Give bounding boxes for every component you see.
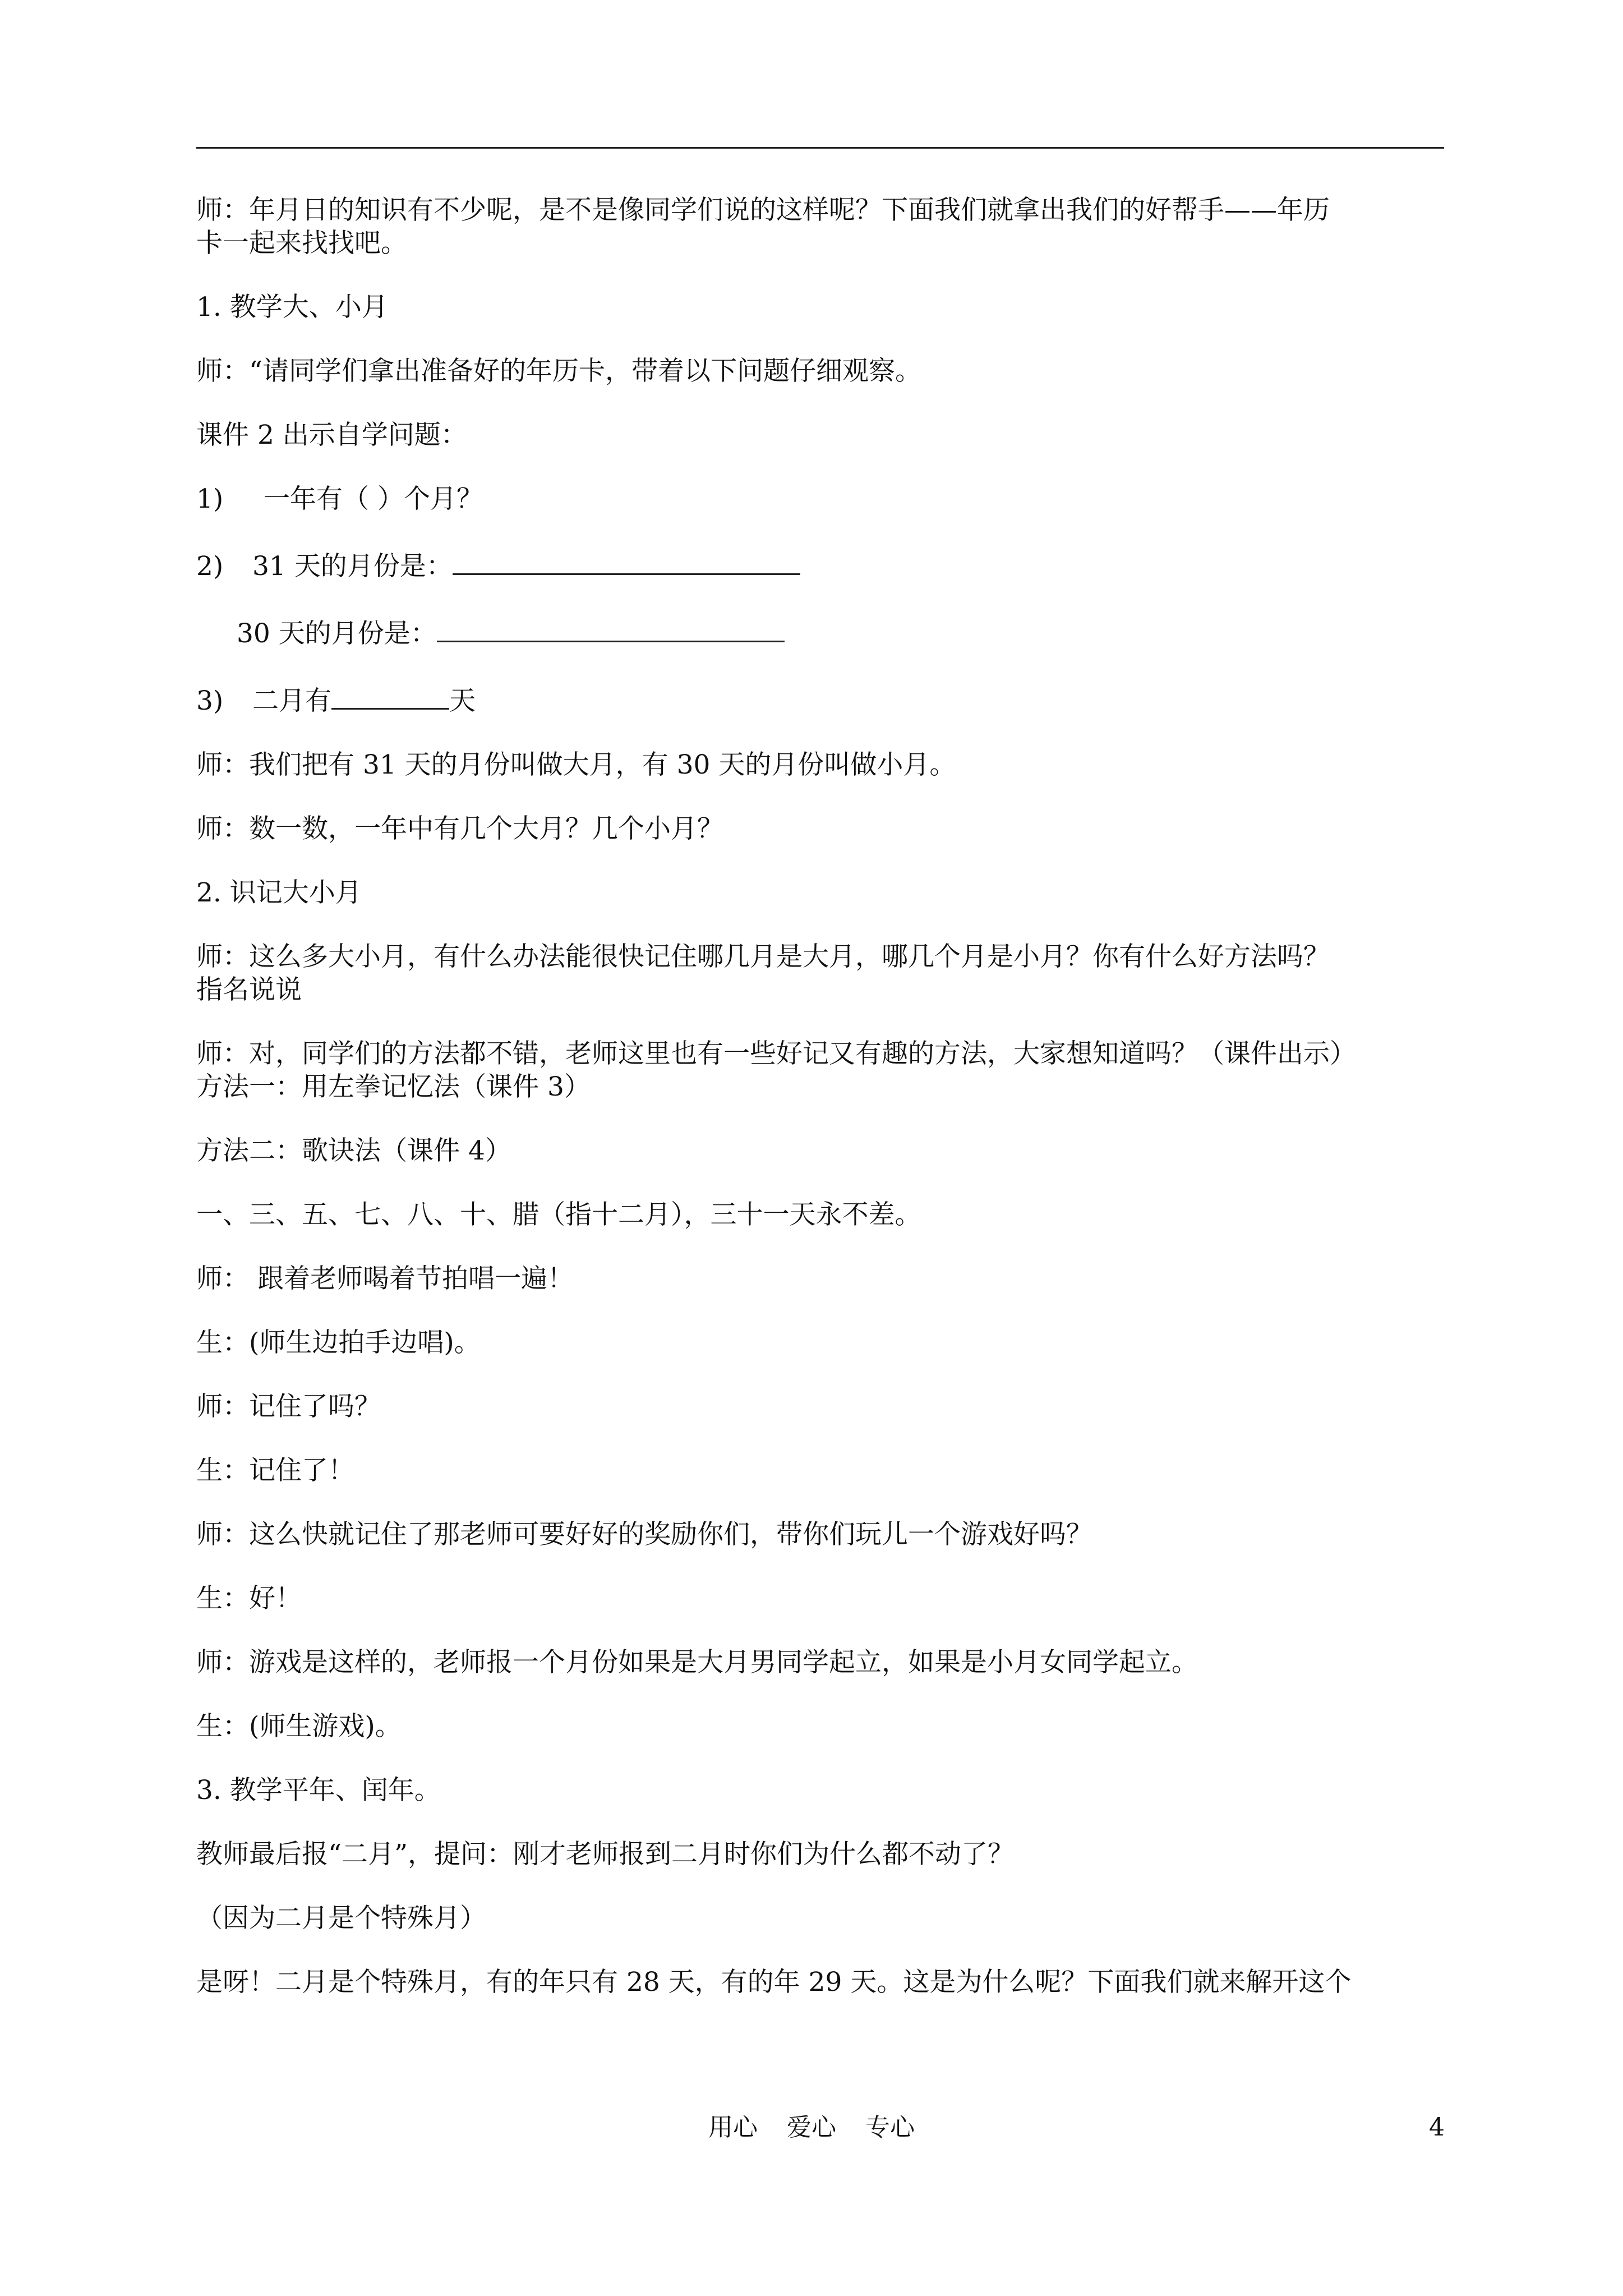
question-1-number: 1)	[196, 484, 224, 514]
footer-word-3: 专心	[865, 2113, 915, 2142]
paragraph-february-explain: 是呀！二月是个特殊月，有的年只有 28 天，有的年 29 天。这是为什么呢？下面我们就来解开这个	[196, 1967, 1352, 1998]
paragraph-game-play: 生：(师生游戏)。	[196, 1711, 402, 1742]
paragraph-game-yes: 生：好！	[196, 1583, 302, 1614]
paragraph-game-rules: 师：游戏是这样的，老师报一个月份如果是大月男同学起立，如果是小月女同学起立。	[196, 1647, 1198, 1678]
paragraph-game-offer: 师：这么快就记住了那老师可要好好的奖励你们，带你们玩儿一个游戏好吗？	[196, 1519, 1092, 1550]
paragraph-memory-question: 师：这么多大小月，有什么办法能很快记住哪几月是大月，哪几个月是小月？你有什么好方法吗？	[196, 941, 1330, 972]
question-2b-text: 30 天的月份是：	[237, 618, 437, 649]
paragraph-intro-line2: 卡一起来找找吧。	[196, 228, 407, 259]
footer-motto	[0, 2114, 1623, 2142]
paragraph-student-sing: 生：(师生边拍手边唱)。	[196, 1327, 481, 1358]
paragraph-courseware-2: 课件 2 出示自学问题：	[196, 420, 467, 450]
question-3-text-b: 天	[449, 685, 476, 716]
answer-blank-31-days	[453, 546, 800, 575]
footer-word-1: 用心	[708, 2113, 758, 2142]
paragraph-count: 师：数一数，一年中有几个大月？几个小月？	[196, 813, 723, 844]
section-heading-2: 2. 识记大小月	[196, 877, 362, 908]
paragraph-february-question: 教师最后报“二月”，提问：刚才老师报到二月时你们为什么都不动了？	[196, 1839, 1015, 1870]
paragraph-method-2: 方法二：歌诀法（课件 4）	[196, 1135, 511, 1166]
paragraph-sing-along: 师： 跟着老师喝着节拍唱一遍！	[196, 1263, 574, 1294]
paragraph-methods-intro: 师：对，同学们的方法都不错，老师这里也有一些好记又有趣的方法，大家想知道吗？（课件出示）	[196, 1038, 1356, 1069]
question-2b	[196, 614, 1453, 650]
page-number: 4	[1429, 2113, 1445, 2142]
section-heading-1: 1. 教学大、小月	[196, 292, 388, 323]
question-2-text: 31 天的月份是：	[252, 551, 453, 582]
paragraph-rhyme: 一、三、五、七、八、十、腊（指十二月），三十一天永不差。	[196, 1199, 921, 1230]
document-body	[196, 194, 1453, 2030]
answer-blank-30-days	[437, 614, 785, 642]
footer-word-2: 爱心	[787, 2113, 836, 2142]
paragraph-instruction: 师：“请同学们拿出准备好的年历卡，带着以下问题仔细观察。	[196, 356, 922, 386]
header-rule	[196, 147, 1444, 149]
question-1-text: 一年有（ ）个月？	[264, 484, 483, 514]
paragraph-intro-line1: 师：年月日的知识有不少呢，是不是像同学们说的这样呢？下面我们就拿出我们的好帮手——年历	[196, 195, 1330, 226]
paragraph-big-small-month: 师：我们把有 31 天的月份叫做大月，有 30 天的月份叫做小月。	[196, 749, 956, 780]
section-heading-3: 3. 教学平年、闰年。	[196, 1775, 441, 1806]
question-3-text-a: 二月有	[252, 685, 331, 716]
paragraph-remember-question: 师：记住了吗？	[196, 1391, 381, 1422]
question-2-number: 2)	[196, 551, 224, 582]
paragraph-method-1: 方法一：用左拳记忆法（课件 3）	[196, 1071, 591, 1102]
question-3	[196, 681, 1453, 717]
question-3-number: 3)	[196, 685, 224, 716]
paragraph-name-students: 指名说说	[196, 974, 302, 1005]
paragraph-february-answer: （因为二月是个特殊月）	[196, 1903, 486, 1934]
question-2	[196, 546, 1453, 583]
answer-blank-february	[331, 681, 449, 710]
paragraph-remember-answer: 生：记住了！	[196, 1455, 354, 1486]
question-1	[196, 482, 1453, 516]
